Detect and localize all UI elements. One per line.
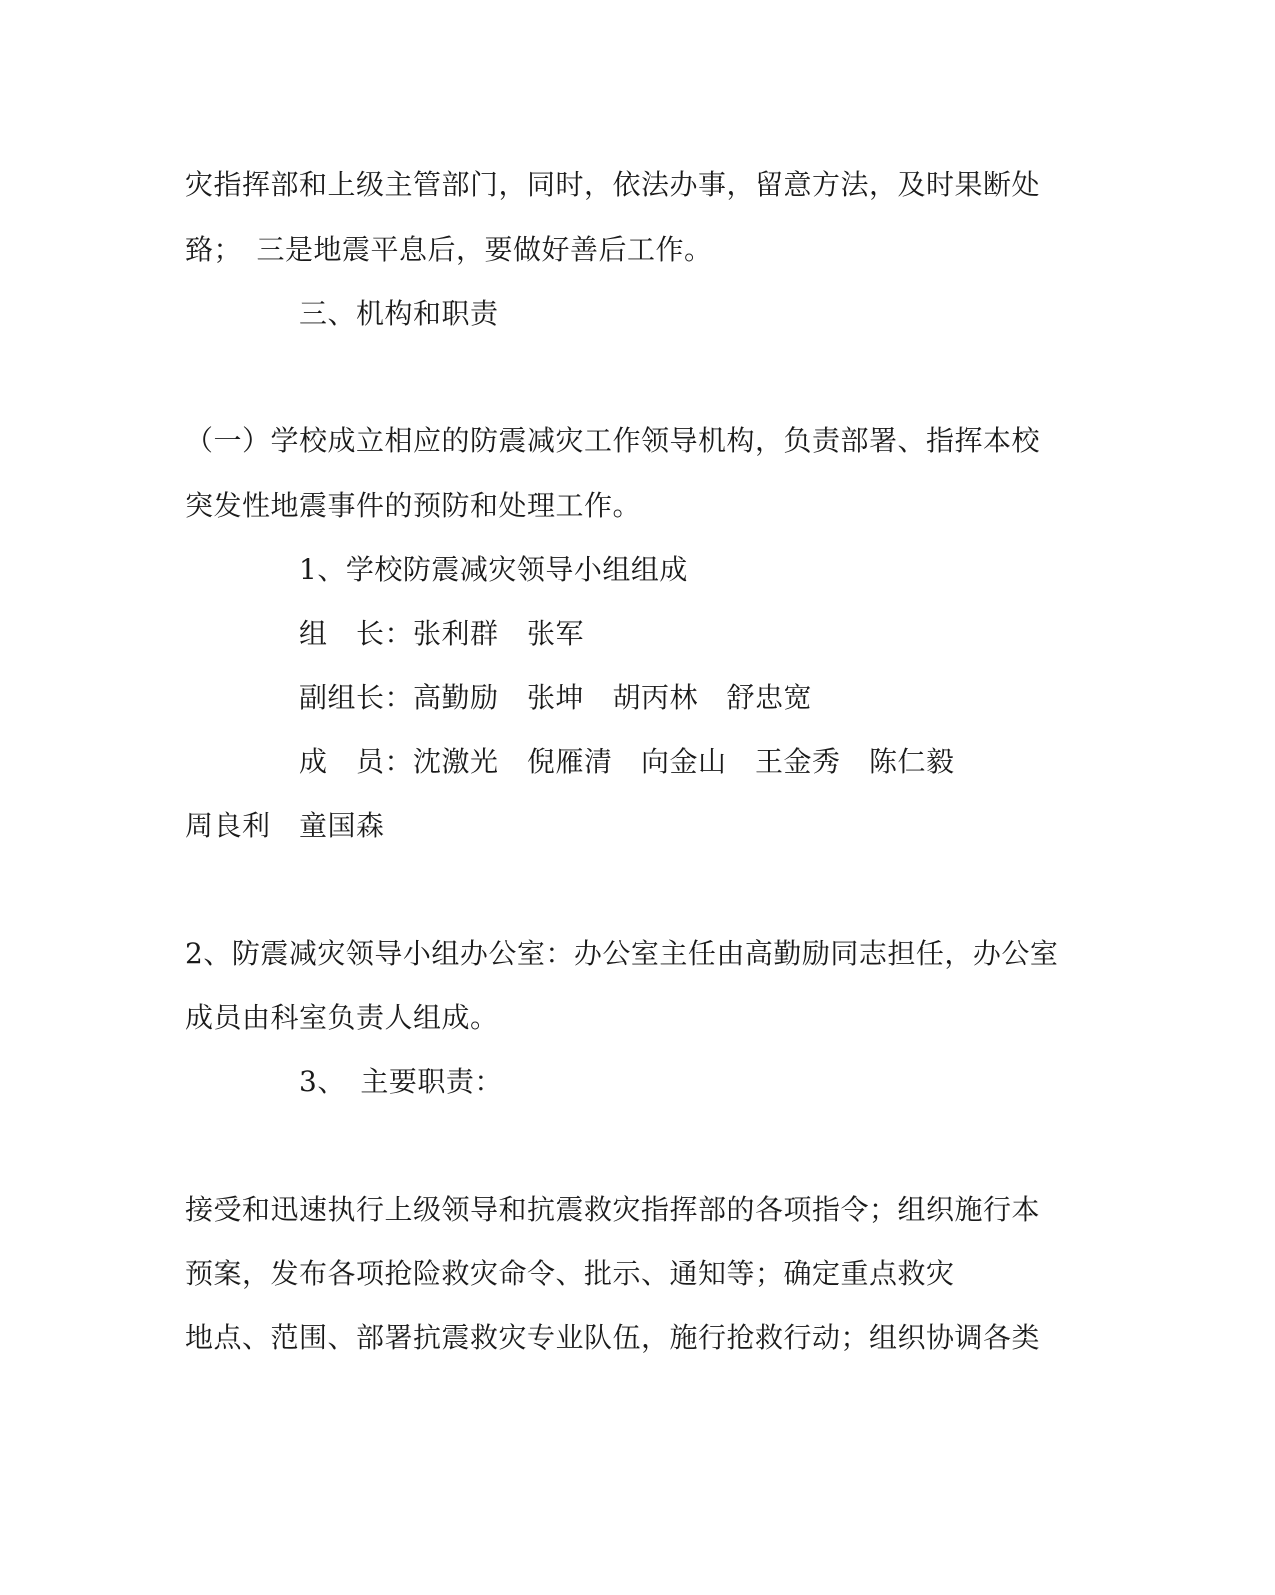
member-line: 成 员：沈激光 倪雁清 向金山 王金秀 陈仁毅 [299, 745, 955, 778]
paragraph-line: 预案，发布各项抢险救灾命令、批示、通知等；确定重点救灾 [185, 1257, 955, 1290]
paragraph-line: 突发性地震事件的预防和处理工作。 [185, 489, 642, 522]
paragraph-line: 2、防震减灾领导小组办公室：办公室主任由高勤励同志担任，办公室 [185, 937, 1059, 970]
paragraph-line: 臵； 三是地震平息后，要做好善后工作。 [185, 233, 713, 266]
paragraph-line: 成员由科室负责人组成。 [185, 1001, 499, 1034]
member-line: 副组长：高勤励 张坤 胡丙林 舒忠宽 [299, 681, 813, 714]
subsection-heading: 1、学校防震减灾领导小组组成 [299, 553, 688, 586]
subsection-heading: 3、 主要职责： [299, 1065, 503, 1098]
paragraph-line: 接受和迅速执行上级领导和抗震救灾指挥部的各项指令；组织施行本 [185, 1193, 1041, 1226]
member-line: 周良利 童国森 [185, 809, 385, 842]
paragraph-line: 地点、范围、部署抗震救灾专业队伍，施行抢救行动；组织协调各类 [185, 1321, 1041, 1354]
paragraph-line: （一）学校成立相应的防震减灾工作领导机构，负责部署、指挥本校 [185, 424, 1041, 457]
member-line: 组 长：张利群 张军 [299, 617, 585, 650]
paragraph-line: 灾指挥部和上级主管部门，同时，依法办事，留意方法，及时果断处 [185, 168, 1041, 201]
section-heading: 三、机构和职责 [299, 297, 499, 330]
